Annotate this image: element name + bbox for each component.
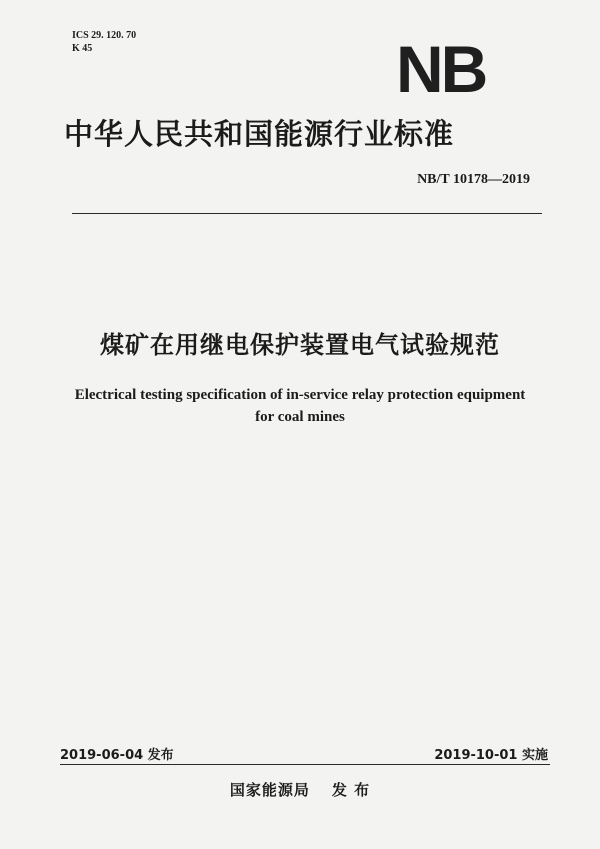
header-divider [72, 213, 542, 214]
footer-divider [60, 764, 550, 765]
standard-number: NB/T 10178—2019 [417, 172, 530, 187]
ccs-code: K 45 [72, 43, 93, 54]
nb-logo: NB [396, 32, 486, 106]
effective-date: 2019-10-01 实施 [434, 748, 548, 763]
ics-code: ICS 29. 120. 70 [72, 30, 137, 41]
org-title: 中华人民共和国能源行业标准 [64, 117, 455, 151]
title-english-line-2: for coal mines [255, 409, 345, 425]
classification-codes [72, 29, 136, 55]
title-english [0, 384, 600, 428]
title-english-line-1: Electrical testing specification of in-service relay protection equipment [74, 387, 526, 403]
publisher-action: 发 布 [331, 781, 371, 799]
issue-date: 2019-06-04 发布 [60, 748, 174, 763]
title-chinese: 煤矿在用继电保护装置电气试验规范 [100, 331, 500, 359]
publisher [0, 779, 600, 800]
publisher-name: 国家能源局 [229, 781, 310, 799]
